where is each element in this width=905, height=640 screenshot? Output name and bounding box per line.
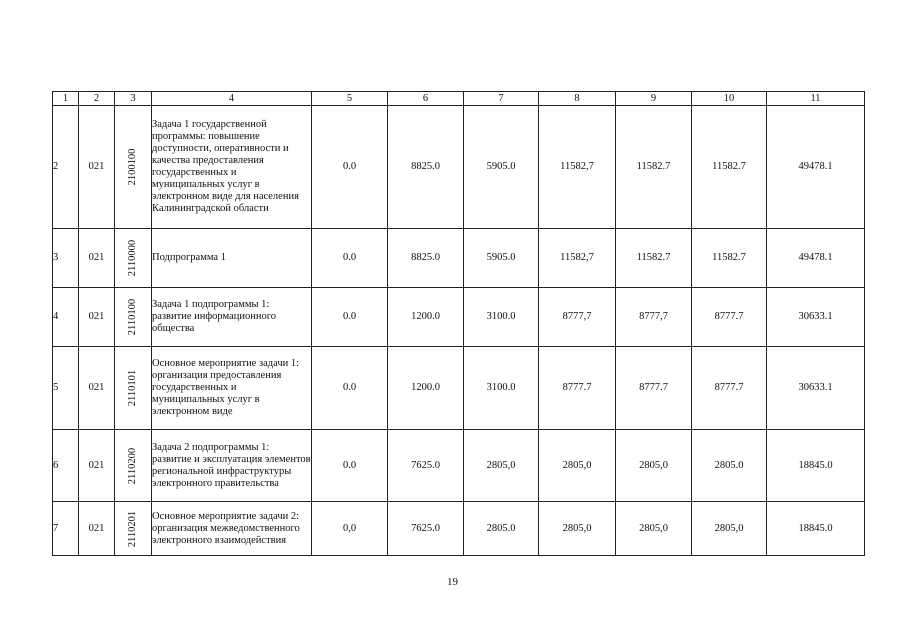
column-header: 4 [152,92,312,106]
program-code-cell [115,229,152,288]
value-cell: 2805,0 [539,430,616,502]
table-row [53,502,865,556]
value-cell: 7625.0 [388,430,464,502]
value-cell: 2805.0 [692,430,767,502]
value-cell: 0.0 [312,229,388,288]
admin-code: 021 [79,430,115,502]
row-number: 6 [53,430,79,502]
column-header: 10 [692,92,767,106]
value-cell: 8825.0 [388,229,464,288]
program-code-cell [115,430,152,502]
value-cell: 11582.7 [616,229,692,288]
column-header: 1 [53,92,79,106]
row-number: 3 [53,229,79,288]
value-cell: 2805,0 [539,502,616,556]
row-description: Основное мероприятие задачи 2: организация межведомственного электронного взаимодействия [152,502,312,556]
row-description: Задача 2 подпрограммы 1: развитие и эксплуатация элементов региональной инфраструктуры электронного правительства [152,430,312,502]
row-description: Подпрограмма 1 [152,229,312,288]
program-code-cell [115,106,152,229]
value-cell: 8825.0 [388,106,464,229]
value-cell: 11582.7 [692,229,767,288]
program-code: 2110200 [127,447,138,484]
value-cell: 5905.0 [464,229,539,288]
column-header: 2 [79,92,115,106]
row-description: Задача 1 подпрограммы 1: развитие информационного общества [152,288,312,347]
row-number: 7 [53,502,79,556]
value-cell: 2805,0 [464,430,539,502]
value-cell: 0.0 [312,347,388,430]
value-cell: 8777,7 [539,288,616,347]
row-number: 4 [53,288,79,347]
value-cell: 3100.0 [464,288,539,347]
program-code: 2110100 [127,298,138,336]
value-cell: 2805,0 [616,430,692,502]
value-cell: 3100.0 [464,347,539,430]
value-cell: 5905.0 [464,106,539,229]
value-cell: 7625.0 [388,502,464,556]
value-cell: 8777.7 [539,347,616,430]
program-code-cell [115,347,152,430]
column-header: 11 [767,92,865,106]
value-cell: 2805.0 [464,502,539,556]
value-cell: 49478.1 [767,106,865,229]
value-cell: 11582,7 [539,229,616,288]
value-cell: 0.0 [312,430,388,502]
admin-code: 021 [79,229,115,288]
column-header: 6 [388,92,464,106]
value-cell: 8777.7 [692,347,767,430]
column-header: 8 [539,92,616,106]
row-number: 2 [53,106,79,229]
admin-code: 021 [79,106,115,229]
value-cell: 30633.1 [767,347,865,430]
program-code-cell [115,288,152,347]
program-code: 2110201 [127,510,138,547]
program-code: 2100100 [127,148,138,186]
page-number: 19 [447,576,458,588]
column-header: 5 [312,92,388,106]
value-cell: 18845.0 [767,502,865,556]
program-code: 2110101 [127,369,138,407]
row-description: Основное мероприятие задачи 1: организация предоставления государственных и муниципальных услуг в электронном виде [152,347,312,430]
admin-code: 021 [79,347,115,430]
column-header: 7 [464,92,539,106]
value-cell: 11582,7 [539,106,616,229]
table-row [53,288,865,347]
table-row [53,430,865,502]
admin-code: 021 [79,502,115,556]
value-cell: 2805,0 [616,502,692,556]
column-header: 3 [115,92,152,106]
value-cell: 2805,0 [692,502,767,556]
program-code: 2110000 [127,239,138,277]
column-header: 9 [616,92,692,106]
row-description: Задача 1 государственной программы: повышение доступности, оперативности и качества предоставления государственных и муниципальных услуг в электронном виде для населения Калининградской области [152,106,312,229]
header-row [53,92,865,106]
value-cell: 1200.0 [388,288,464,347]
value-cell: 8777,7 [616,288,692,347]
value-cell: 11582.7 [616,106,692,229]
value-cell: 0,0 [312,502,388,556]
admin-code: 021 [79,288,115,347]
value-cell: 8777.7 [616,347,692,430]
table-row [53,229,865,288]
value-cell: 18845.0 [767,430,865,502]
value-cell: 11582.7 [692,106,767,229]
value-cell: 8777.7 [692,288,767,347]
value-cell: 30633.1 [767,288,865,347]
program-code-cell [115,502,152,556]
budget-table [52,91,865,556]
table-row [53,347,865,430]
value-cell: 1200.0 [388,347,464,430]
value-cell: 49478.1 [767,229,865,288]
value-cell: 0.0 [312,106,388,229]
row-number: 5 [53,347,79,430]
value-cell: 0.0 [312,288,388,347]
table-row [53,106,865,229]
